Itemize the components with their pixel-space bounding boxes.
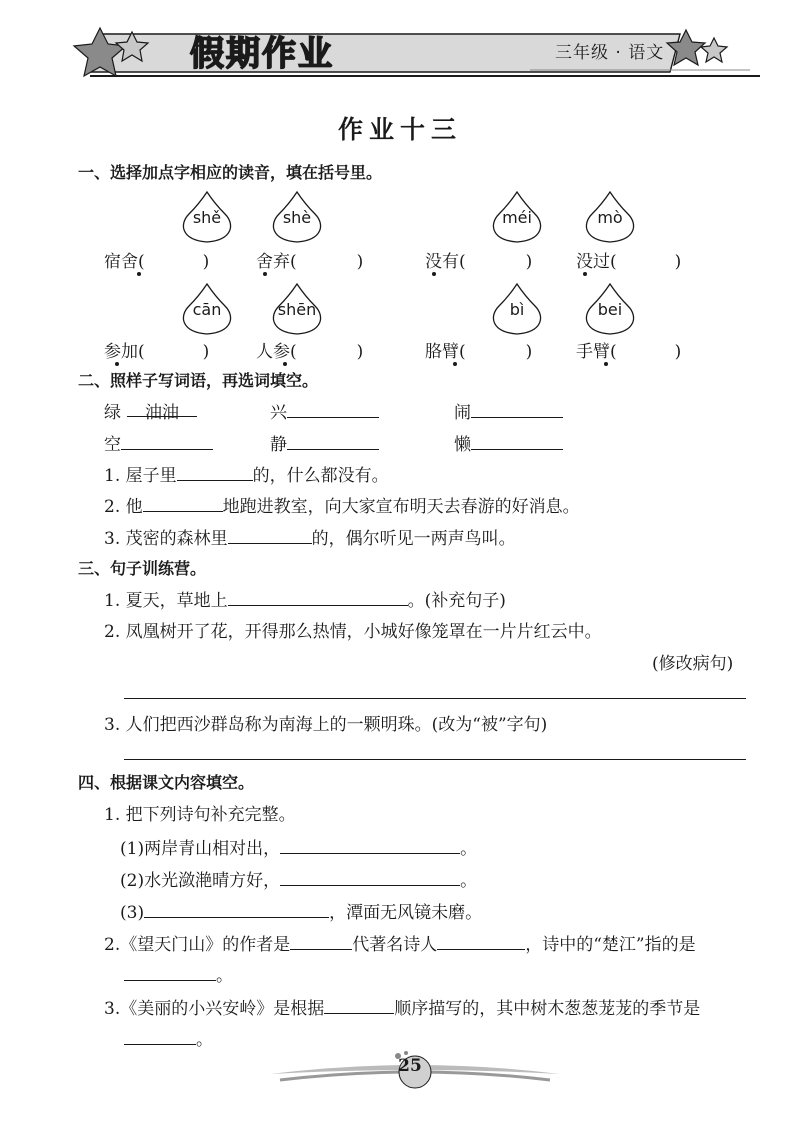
blank[interactable]	[177, 462, 253, 481]
word-pattern: 懒	[454, 430, 563, 455]
poem-line: (3) ，潭面无风镜未磨。	[120, 898, 482, 923]
blank[interactable]	[280, 835, 460, 854]
emphasis-dot	[263, 272, 267, 276]
poem-line: (2)水光潋滟晴方好， 。	[120, 866, 477, 891]
answer-line[interactable]	[124, 698, 746, 699]
pinyin-bubble: méi	[487, 190, 547, 244]
pinyin-bubble: shě	[177, 190, 237, 244]
blank[interactable]	[124, 1026, 196, 1045]
emphasis-dot	[583, 272, 587, 276]
blank[interactable]	[437, 931, 525, 950]
instruction-note: (修改病句)	[652, 654, 734, 674]
question-text: 2. 凤凰树开了花，开得那么热情，小城好像笼罩在一片片红云中。	[104, 622, 602, 642]
blank[interactable]	[471, 399, 563, 418]
blank[interactable]	[324, 995, 394, 1014]
pinyin-bubble: mò	[580, 190, 640, 244]
blank[interactable]	[280, 867, 460, 886]
banner-title: 假期作业	[190, 34, 334, 74]
pinyin-bubble: cān	[177, 282, 237, 336]
pinyin-bubble: shēn	[267, 282, 327, 336]
word-item: 宿舍( )	[104, 252, 210, 272]
blank[interactable]	[121, 431, 213, 450]
word-pattern: 绿 油油	[104, 398, 197, 423]
fill-question: 3.《美丽的小兴安岭》是根据 顺序描写的，其中树木葱葱茏茏的季节是	[104, 994, 700, 1019]
word-pattern: 静	[270, 430, 379, 455]
emphasis-dot	[604, 362, 608, 366]
word-item: 参加( )	[104, 342, 210, 362]
blank[interactable]	[287, 399, 379, 418]
fill-question: 2. 他 地跑进教室，向大家宣布明天去春游的好消息。	[104, 492, 580, 517]
pinyin-bubble: bei	[580, 282, 640, 336]
section1-heading: 一、选择加点字相应的读音，填在括号里。	[78, 163, 383, 182]
blank[interactable]	[290, 931, 352, 950]
word-item: 没有( )	[425, 252, 533, 272]
word-item: 舍弃( )	[256, 252, 364, 272]
emphasis-dot	[283, 362, 287, 366]
page-number: 25	[398, 1056, 422, 1076]
fill-question: 3. 茂密的森林里 的，偶尔听见一两声鸟叫。	[104, 524, 516, 549]
word-item: 手臂( )	[576, 342, 682, 362]
pinyin-bubble: shè	[267, 190, 327, 244]
blank[interactable]	[287, 431, 379, 450]
grade-subject: 三年级 · 语文	[555, 43, 665, 63]
section2-heading: 二、照样子写词语，再选词填空。	[78, 371, 319, 390]
fill-continuation: 。	[124, 1025, 213, 1050]
blank[interactable]	[124, 962, 216, 981]
poem-line: (1)两岸青山相对出， 。	[120, 834, 477, 859]
emphasis-dot	[137, 272, 141, 276]
word-pattern: 兴	[270, 398, 379, 423]
blank[interactable]	[143, 493, 223, 512]
blank[interactable]	[471, 431, 563, 450]
fill-question: 2.《望天门山》的作者是 代著名诗人 ，诗中的“楚江”指的是	[104, 930, 696, 955]
fill-continuation: 。	[124, 961, 233, 986]
section4-heading: 四、根据课文内容填空。	[78, 773, 255, 792]
fill-question: 1. 屋子里 的，什么都没有。	[104, 461, 389, 486]
blank[interactable]	[144, 899, 329, 918]
word-pattern: 空	[104, 430, 213, 455]
question-text: 1. 把下列诗句补充完整。	[104, 805, 296, 825]
emphasis-dot	[115, 362, 119, 366]
page-title: 作业十三	[337, 115, 462, 144]
example-answer: 油油	[127, 398, 197, 417]
question-text: 3. 人们把西沙群岛称为南海上的一颗明珠。(改为“被”字句)	[104, 715, 548, 735]
blank[interactable]	[228, 525, 312, 544]
pinyin-bubble: bì	[487, 282, 547, 336]
word-item: 没过( )	[576, 252, 682, 272]
word-pattern: 闹	[454, 398, 563, 423]
emphasis-dot	[432, 272, 436, 276]
fill-question: 1. 夏天，草地上 。(补充句子)	[104, 586, 506, 611]
answer-line[interactable]	[124, 759, 746, 760]
section3-heading: 三、句子训练营。	[78, 559, 207, 578]
blank[interactable]	[228, 587, 408, 606]
word-item: 人参( )	[256, 342, 364, 362]
emphasis-dot	[453, 362, 457, 366]
word-item: 胳臂( )	[425, 342, 533, 362]
